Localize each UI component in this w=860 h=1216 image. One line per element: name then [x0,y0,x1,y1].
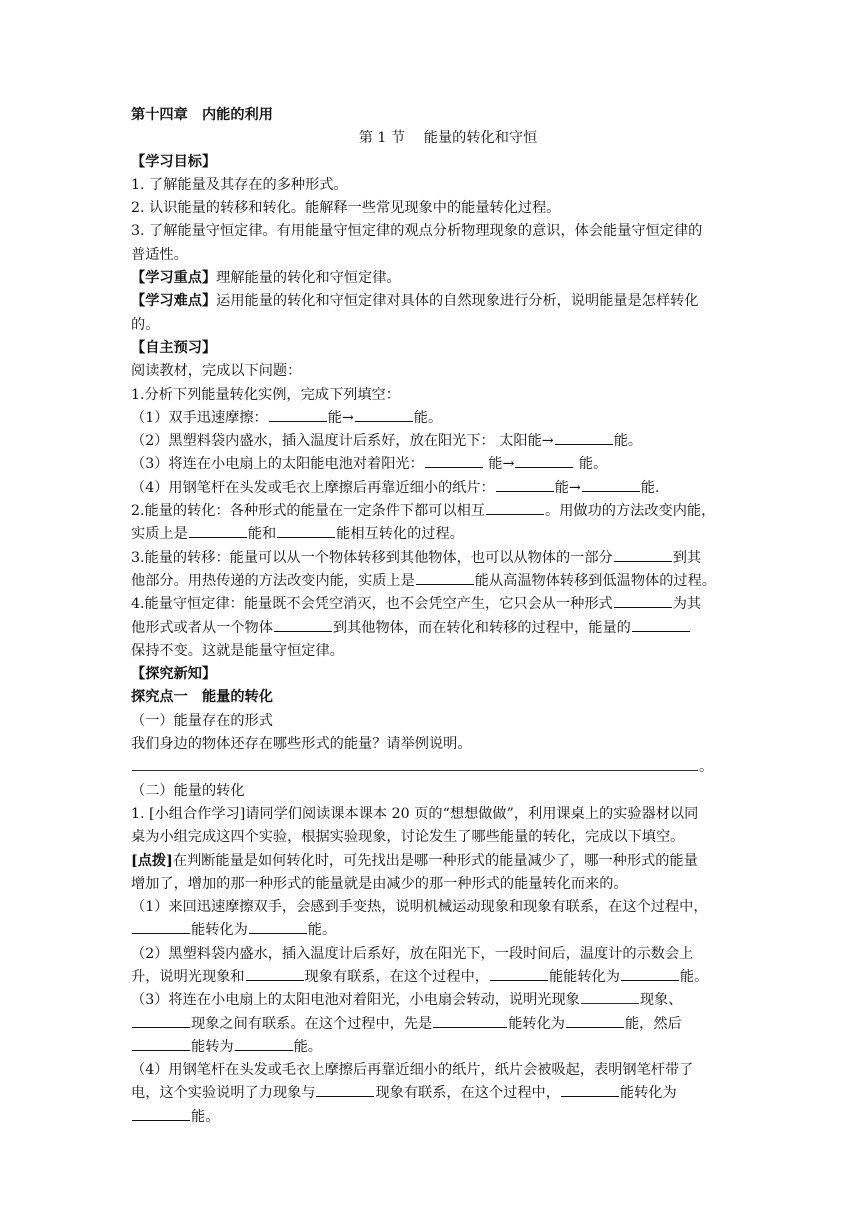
item-text: （3）将连在小电扇上的太阳能电池对着阳光： [131,456,424,473]
item-text: 现象有联系，在这个过程中， [375,1085,560,1102]
explore-subheading: （一）能量存在的形式 [131,712,273,729]
item-text: 能转化为 [508,1015,565,1032]
explore-point-title: 探究点一 能量的转化 [131,689,273,706]
item-text: 为其 [672,596,702,613]
item-text: 实质上是 [131,526,188,543]
difficulty-continued: 的。 [131,316,160,333]
preview-intro: 阅读教材，完成以下问题： [131,363,302,380]
fill-blank[interactable] [561,1082,619,1097]
fill-blank[interactable] [235,1036,293,1051]
item-text: 能从高温物体转移到低温物体的过程。 [474,572,716,589]
difficulty-text: 运用能量的转化和守恒定律对具体的自然现象进行分析，说明能量是怎样转化 [216,293,699,310]
explore-paragraph: 桌为小组完成这四个实验，根据实验现象，讨论发生了哪些能量的转化，完成以下填空。 [131,829,685,846]
answer-line [131,756,731,779]
preview-question-cont: 保持不变。这就是能量守恒定律。 [131,642,344,659]
fill-blank[interactable] [189,523,247,538]
item-text: 。 [699,759,714,776]
item-text: 。用做功的方法改变内能， [545,503,716,520]
fill-blank[interactable] [515,453,573,468]
item-text: 4.能量守恒定律：能量既不会凭空消灭，也不会凭空产生，它只会从一种形式 [131,596,613,613]
item-text: 能。 [413,409,443,426]
key-point [131,267,731,290]
item-text: 能，然后 [624,1015,682,1032]
goal-item: 1. 了解能量及其存在的多种形式。 [131,176,348,193]
item-text: 能转化为 [191,922,248,939]
item-text: 2.能量的转化：各种形式的能量在一定条件下都可以相互 [131,503,486,520]
fill-blank[interactable] [249,919,307,934]
item-text: （3）将连在小电扇上的太阳电池对着阳光，小电扇会转动，说明光现象 [131,992,580,1009]
fill-blank[interactable] [246,966,304,981]
difficulty-label: 【学习难点】 [131,293,217,310]
experiment-item [131,989,731,1012]
experiment-item-cont [131,1036,731,1059]
experiment-item-cont [131,1013,731,1036]
fill-blank[interactable] [555,430,613,445]
item-text: 能转为 [191,1038,234,1055]
difficulty [131,290,731,313]
preview-question: 1.分析下列能量转化实例，完成下列填空： [131,386,400,403]
item-text: 能。 [574,456,608,473]
goal-item: 2. 认识能量的转移和转化。能解释一些常见现象中的能量转化过程。 [131,200,561,217]
fill-blank[interactable] [582,477,640,492]
item-text: （4）用钢笔杆在头发或毛衣上摩擦后再靠近细小的纸片： [131,479,495,496]
item-text: 现象之间有联系。在这个过程中，先是 [191,1015,433,1032]
experiment-item-cont [131,919,731,942]
item-text: 现象有联系，在这个过程中， [304,968,489,985]
fill-blank[interactable] [316,1082,374,1097]
fill-blank[interactable] [274,617,332,632]
fill-blank[interactable] [132,1036,190,1051]
fill-blank[interactable] [566,1013,624,1028]
goal-item: 3. 了解能量守恒定律。有用能量守恒定律的观点分析物理现象的意识，体会能量守恒定律的 [131,223,703,240]
explore-question: 我们身边的物体还存在哪些形式的能量？请举例说明。 [131,736,472,753]
fill-blank[interactable] [490,966,548,981]
preview-item [131,430,731,453]
goals-heading: 【学习目标】 [131,153,217,170]
item-text: 他形式或者从一个物体 [131,619,273,636]
fill-blank[interactable] [132,1013,190,1028]
preview-question [131,500,731,523]
item-text: 到其 [672,549,702,566]
preview-item [131,477,731,500]
goal-item: 普适性。 [131,246,188,263]
tip [131,850,731,873]
fill-blank[interactable] [132,756,698,771]
fill-blank[interactable] [425,453,483,468]
item-text: 能。 [613,433,643,450]
preview-question-cont [131,617,731,640]
item-text: 能。 [191,1108,220,1125]
item-text: 他部分。用热传递的方法改变内能，实质上是 [131,572,415,589]
experiment-item: （4）用钢笔杆在头发或毛衣上摩擦后再靠近细小的纸片，纸片会被吸起，表明钢笔杆带了 [131,1062,694,1079]
key-point-text: 理解能量的转化和守恒定律。 [216,270,401,287]
chapter-title: 第十四章 内能的利用 [131,107,273,123]
fill-blank[interactable] [132,1106,190,1121]
item-text: 现象、 [639,992,683,1009]
fill-blank[interactable] [433,1013,507,1028]
explore-heading: 【探究新知】 [131,666,217,683]
worksheet-content [131,104,731,1129]
experiment-item-cont [131,1082,731,1105]
fill-blank[interactable] [416,570,474,585]
item-text: 能. [640,479,660,496]
item-text: 3.能量的转移：能量可以从一个物体转移到其他物体，也可以从物体的一部分 [131,549,613,566]
item-text: （1）双手迅速摩擦： [131,409,268,426]
item-text: 能→ [327,409,354,426]
item-text: 能和 [247,526,277,543]
preview-heading: 【自主预习】 [131,339,217,356]
experiment-item-cont [131,1106,731,1129]
preview-item [131,453,731,476]
fill-blank[interactable] [614,593,672,608]
item-text: 能。 [293,1038,322,1055]
preview-question [131,547,731,570]
item-text: 在判断能量是如何转化时，可先找出是哪一种形式的能量减少了，哪一种形式的能量 [172,852,698,869]
explore-paragraph: 1. [小组合作学习]请同学们阅读课本课本 20 页的“想想做做”，利用课桌上的实验器材以同 [131,805,699,822]
item-text: 能相互转化的过程。 [336,526,464,543]
item-text: 到其他物体，而在转化和转移的过程中，能量的 [332,619,631,636]
item-text: 能。 [307,922,337,939]
explore-subheading: （二）能量的转化 [131,782,245,799]
item-text: 能。 [679,968,709,985]
experiment-item: （1）来回迅速摩擦双手，会感到手变热，说明机械运动现象和现象有联系，在这个过程中， [131,899,708,916]
preview-question-cont [131,523,731,546]
fill-blank[interactable] [269,407,327,422]
section-title: 第 1 节 能量的转化和守恒 [358,130,538,147]
experiment-item: （2）黑塑料袋内盛水，插入温度计后系好，放在阳光下，一段时间后，温度计的示数会上 [131,945,694,962]
fill-blank[interactable] [621,966,679,981]
fill-blank[interactable] [277,523,335,538]
key-point-label: 【学习重点】 [131,270,217,287]
experiment-item-cont [131,966,731,989]
preview-item [131,407,731,430]
item-text: （2）黑塑料袋内盛水，插入温度计后系好，放在阳光下： 太阳能→ [131,433,554,450]
fill-blank[interactable] [581,989,639,1004]
item-text: 能→ [554,479,581,496]
item-text: 能转化为 [619,1085,677,1102]
fill-blank[interactable] [496,477,554,492]
item-text: 能→ [483,456,515,473]
item-text: 能能转化为 [548,968,620,985]
item-text: 升，说明光现象和 [131,968,245,985]
item-text: 电，这个实验说明了力现象与 [131,1085,316,1102]
preview-question-cont [131,570,731,593]
fill-blank[interactable] [614,547,672,562]
fill-blank[interactable] [355,407,413,422]
fill-blank[interactable] [632,617,690,632]
preview-question [131,593,731,616]
tip-continued: 增加了，增加的那一种形式的能量就是由减少的那一种形式的能量转化而来的。 [131,875,628,892]
tip-label: [点拨] [131,852,173,869]
fill-blank[interactable] [486,500,544,515]
fill-blank[interactable] [132,919,190,934]
